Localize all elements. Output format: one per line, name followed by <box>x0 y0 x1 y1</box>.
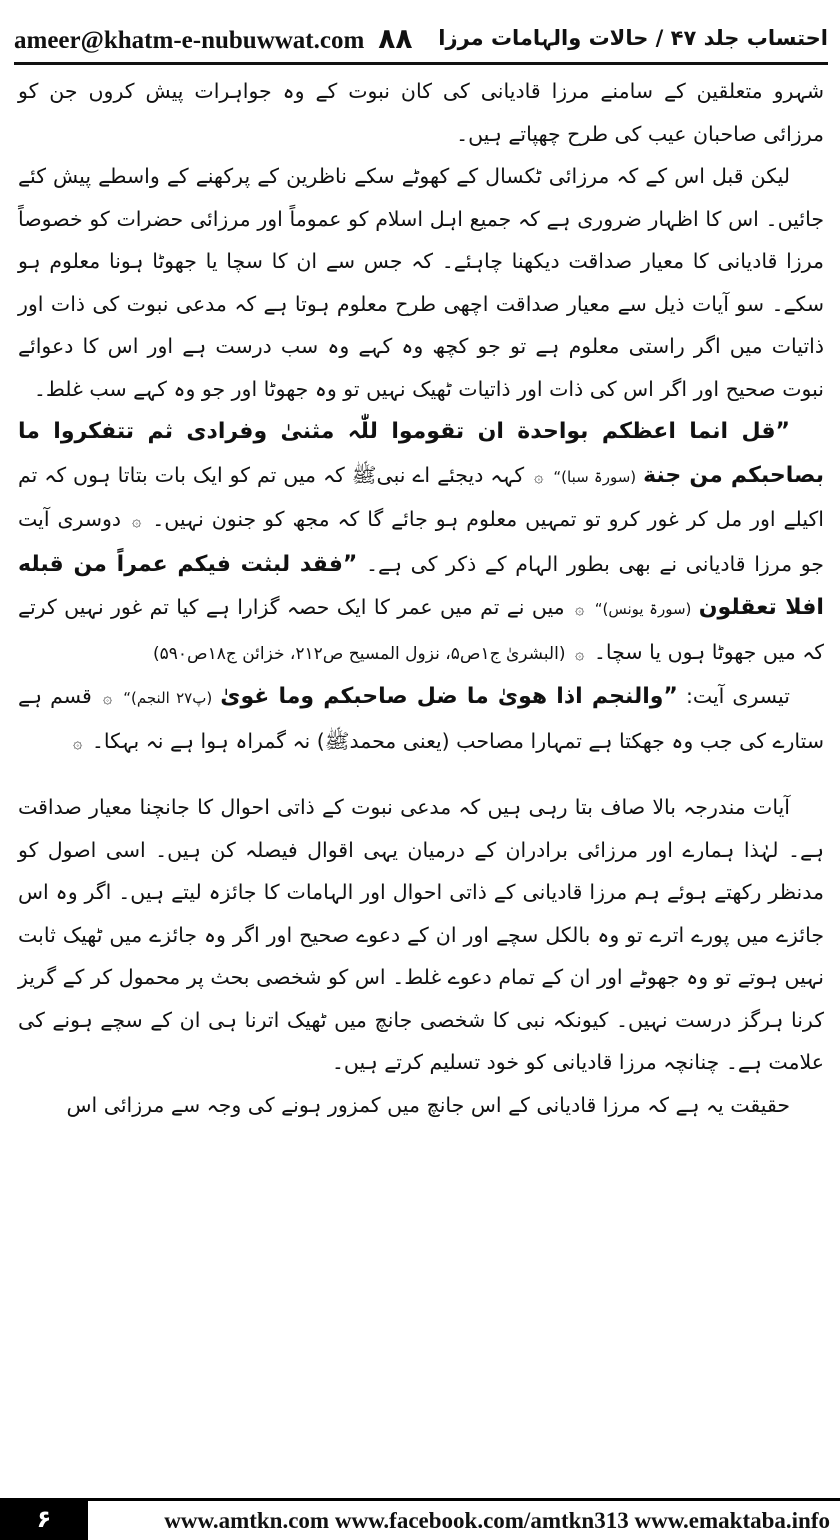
header-rule <box>14 62 828 65</box>
second-verse-intro: دوسری آیت جو مرزا قادیانی نے بھی بطور الہام کے ذکر کی ہے۔ <box>18 507 824 576</box>
footer-page-number: ۶ <box>0 1498 88 1540</box>
page-header <box>14 16 828 60</box>
paragraph-2: لیکن قبل اس کے کہ مرزائی ٹکسال کے کھوٹے سکے ناظرین کے پرکھنے کے واسطے پیش کئے جائیں۔ اس کا اظہار ضروری ہے کہ جمیع اہل اسلام کو عموماً اور مرزائی حضرات کو خصوصاً مرزا قادیانی کا معیار صداقت دیکھنا چاہئے۔ کہ جس سے ان کا سچا یا جھوٹا ہونا معلوم ہو سکے۔ سو آیات ذیل سے معیار صداقت اچھی طرح معلوم ہوتا ہے کہ مدعی نبوت کی ذات اور ذاتیات میں اگر راستی معلوم ہے تو جو کچھ وہ کہے وہ سب درست ہے اور اس کا دعوائے نبوت صحیح اور اگر اس کی ذات اور ذاتیات ٹھیک نہیں تو وہ جھوٹا اور جو وہ کہے سب غلط۔ <box>18 164 824 401</box>
paragraph-5: آیات مندرجہ بالا صاف بتا رہی ہیں کہ مدعی نبوت کے ذاتی احوال کا جانچنا معیار صداقت ہے۔ لہٰذا ہمارے اور مرزائی برادران کے درمیان یہی اقوال فیصلہ کن ہیں۔ اسی اصول کو مدنظر رکھتے ہوئے ہم مرزا قادیانی کے ذاتی احوال اور الہامات کا جائزہ لیتے ہیں۔ اگر وہ اس جائزے میں پورے اترے تو وہ بالکل سچے اور ان کے دعوے صحیح اور اگر وہ جائزے میں ٹھیک ثابت نہیں ہوتے تو وہ جھوٹے اور ان کے تمام دعوے غلط۔ اس کو شخصی بحث پر محمول کر کے گریز کرنا ہرگز درست نہیں۔ کیونکہ نبی کا شخصی جانچ میں ٹھیک اترنا ہی ان کے سچے ہونے کی علامت ہے۔ چنانچہ مرزا قادیانی کو خود تسلیم کرتے ہیں۔ <box>18 795 824 1074</box>
footer-links[interactable]: www.amtkn.com www.facebook.com/amtkn313 www.emaktaba.info <box>88 1498 840 1540</box>
page-body <box>18 70 824 1126</box>
paragraph-1: شہرو متعلقین کے سامنے مرزا قادیانی کی کان نبوت کے وہ جواہرات پیش کروں جن کو مرزائی صاحبان عیب کی طرح چھپاتے ہیں۔ <box>18 79 824 146</box>
ornament-flower-icon: ۞ <box>575 643 585 663</box>
quran-ref-najm: (پ۲۷ النجم)“ <box>123 689 213 707</box>
quran-ref-saba: (سورۃ سبا)“ <box>553 467 637 486</box>
translation-saba: کہہ دیجئے اے نبیﷺ کہ میں تم کو ایک بات بتاتا ہوں کہ تم اکیلے اور مل کر غور کرو تو تمہیں معلوم ہو جائے گا کہ مجھ کو جنون نہیں۔ <box>18 462 824 531</box>
page-footer <box>0 1498 840 1540</box>
ornament-flower-icon: ۞ <box>73 732 83 752</box>
translation-najm: قسم ہے ستارے کی جب وہ جھکتا ہے تمہارا مصاحب (یعنی محمدﷺ) نہ گمراہ ہوا ہے نہ بہکا۔ <box>18 684 824 753</box>
translation-yunus: میں نے تم میں عمر کا ایک حصہ گزارا ہے کیا تم غور نہیں کرتے کہ میں جھوٹا ہوں یا سچا۔ <box>18 595 824 664</box>
paragraph-3 <box>18 410 824 675</box>
paragraph-gap <box>18 764 824 786</box>
citation: (البشریٰ ج۱ص۵، نزول المسیح ص۲۱۲، خزائن ج۱۸ص۵۹۰) <box>152 643 566 664</box>
quran-quote-saba: ”قل انما اعظکم بواحدة ان تقوموا للّٰہ مثنیٰ وفرادی ثم تتفکروا ما بصاحبکم من جنة <box>18 419 824 488</box>
ornament-flower-icon: ۞ <box>534 466 544 486</box>
header-page-number: ۸۸ <box>378 21 413 55</box>
paragraph-4 <box>18 675 824 764</box>
header-title: احتساب جلد ۴۷ / حالات والہامات مرزا <box>438 26 828 50</box>
header-left <box>14 22 412 55</box>
ornament-flower-icon: ۞ <box>102 688 113 707</box>
quran-ref-yunus: (سورۃ یونس)“ <box>594 600 692 618</box>
ornament-flower-icon: ۞ <box>131 511 142 530</box>
third-verse-label: تیسری آیت: <box>685 684 790 708</box>
quran-quote-najm: ”والنجم اذا هویٰ ما ضل صاحبکم وما غویٰ <box>220 684 678 709</box>
paragraph-6: حقیقت یہ ہے کہ مرزا قادیانی کے اس جانچ میں کمزور ہونے کی وجہ سے مرزائی اس <box>66 1092 790 1117</box>
ornament-flower-icon: ۞ <box>575 599 585 618</box>
header-email[interactable]: ameer@khatm-e-nubuwwat.com <box>14 26 365 54</box>
quran-quote-yunus: ”فقد لبثت فیکم عمراً من قبله افلا تعقلون <box>18 551 824 620</box>
